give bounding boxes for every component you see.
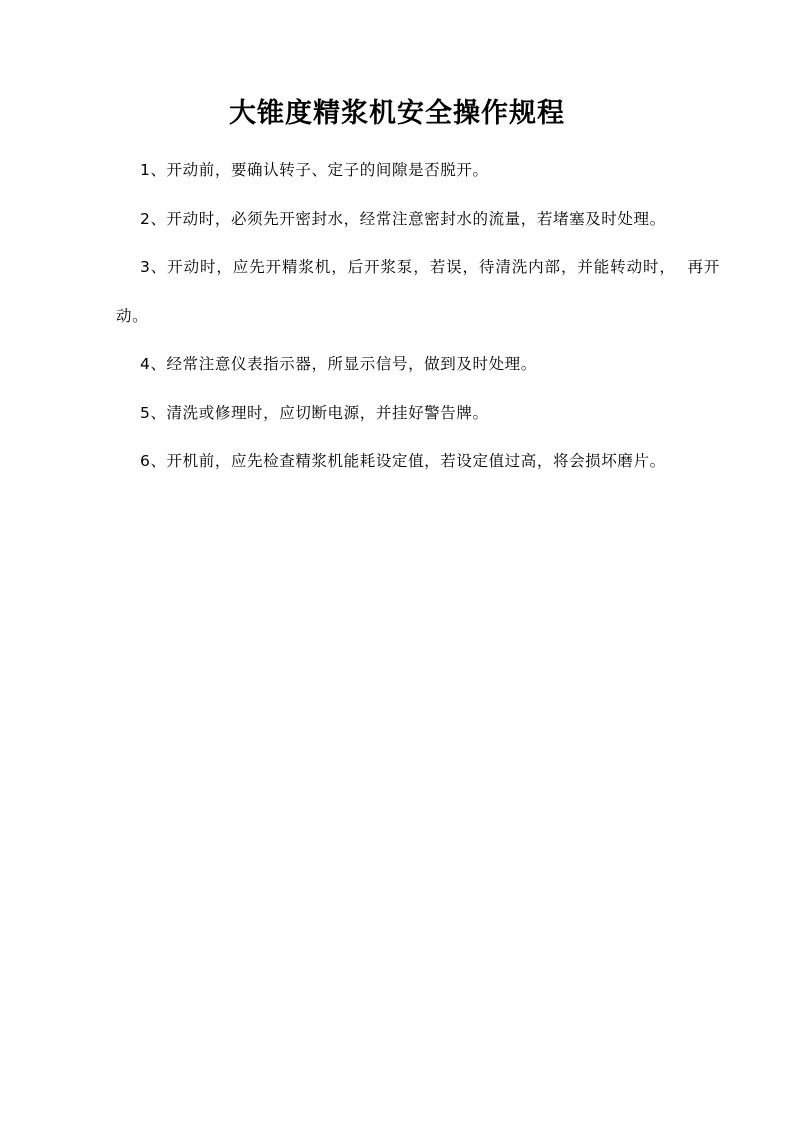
paragraph-6: 6、开机前，应先检查精浆机能耗设定值，若设定值过高，将会损坏磨片。	[140, 452, 666, 470]
paragraph-2: 2、开动时，必须先开密封水，经常注意密封水的流量，若堵塞及时处理。	[140, 209, 666, 228]
paragraph-3: 3、开动时，应先开精浆机，后开浆泵，若误，待清洗内部，并能转动时， 再开动。	[116, 258, 720, 325]
paragraph-5: 5、清洗或修理时，应切断电源，并挂好警告牌。	[140, 403, 489, 422]
paragraph-4: 4、经常注意仪表指示器，所显示信号，做到及时处理。	[140, 355, 537, 373]
document-body	[116, 146, 720, 486]
document-title: 大锥度精浆机安全操作规程	[229, 98, 565, 130]
paragraph-1: 1、开动前，要确认转子、定子的间隙是否脱开。	[140, 161, 489, 179]
